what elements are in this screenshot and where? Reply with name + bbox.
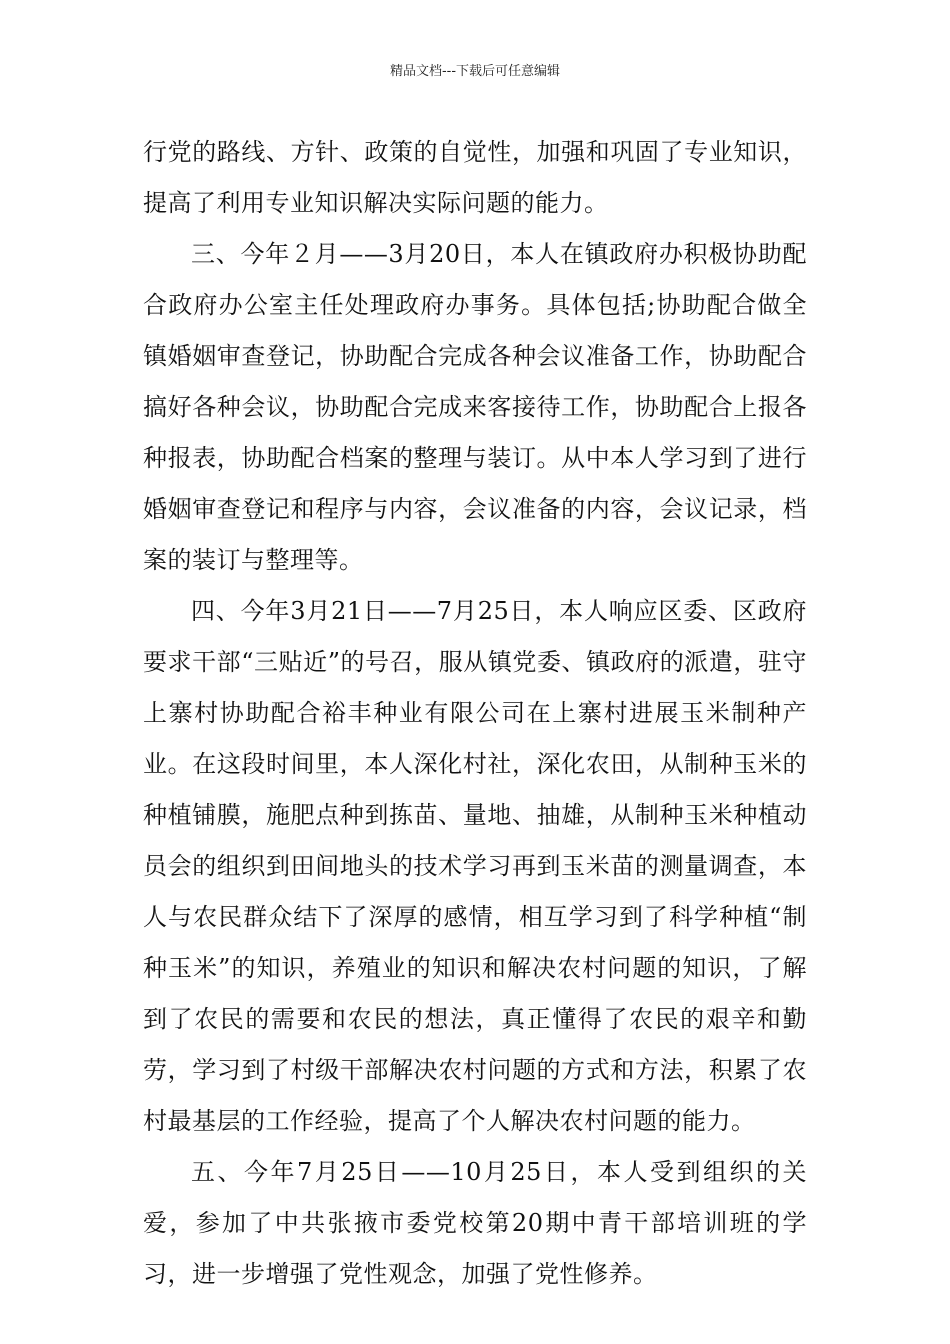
paragraph-section-three: 三、今年２月——3月20日，本人在镇政府办积极协助配合政府办公室主任处理政府办事务。具体包括;协助配合做全镇婚姻审查登记，协助配合完成各种会议准备工作，协助配合搞好各种会议，协助配合完成来客接待工作，协助配合上报各种报表，协助配合档案的整理与装订。从中本人学习到了进行婚姻审查登记和程序与内容，会议准备的内容，会议记录，档案的装订与整理等。 bbox=[143, 240, 807, 574]
paragraph-section-four: 四、今年3月21日——7月25日，本人响应区委、区政府要求干部“三贴近”的号召，服从镇党委、镇政府的派遣，驻守上寨村协助配合裕丰种业有限公司在上寨村进展玉米制种产业。在这段时间里，本人深化村社，深化农田，从制种玉米的种植铺膜，施肥点种到拣苗、量地、抽雄，从制种玉米种植动员会的组织到田间地头的技术学习再到玉米苗的测量调查，本人与农民群众结下了深厚的感情，相互学习到了科学种植“制种玉米”的知识，养殖业的知识和解决农村问题的知识，了解到了农民的需要和农民的想法，真正懂得了农民的艰辛和勤劳，学习到了村级干部解决农村问题的方式和方法，积累了农村最基层的工作经验，提高了个人解决农村问题的能力。 bbox=[143, 597, 807, 1135]
paragraph-section-five: 五、今年7月25日——10月25日，本人受到组织的关爱，参加了中共张掖市委党校第20期中青干部培训班的学习，进一步增强了党性观念，加强了党性修养。 bbox=[143, 1158, 807, 1288]
paragraph-continuation: 行党的路线、方针、政策的自觉性，加强和巩固了专业知识，提高了利用专业知识解决实际问题的能力。 bbox=[143, 138, 807, 217]
document-body bbox=[143, 127, 807, 1300]
page-header: 精品文档---下载后可任意编辑 bbox=[389, 64, 561, 79]
